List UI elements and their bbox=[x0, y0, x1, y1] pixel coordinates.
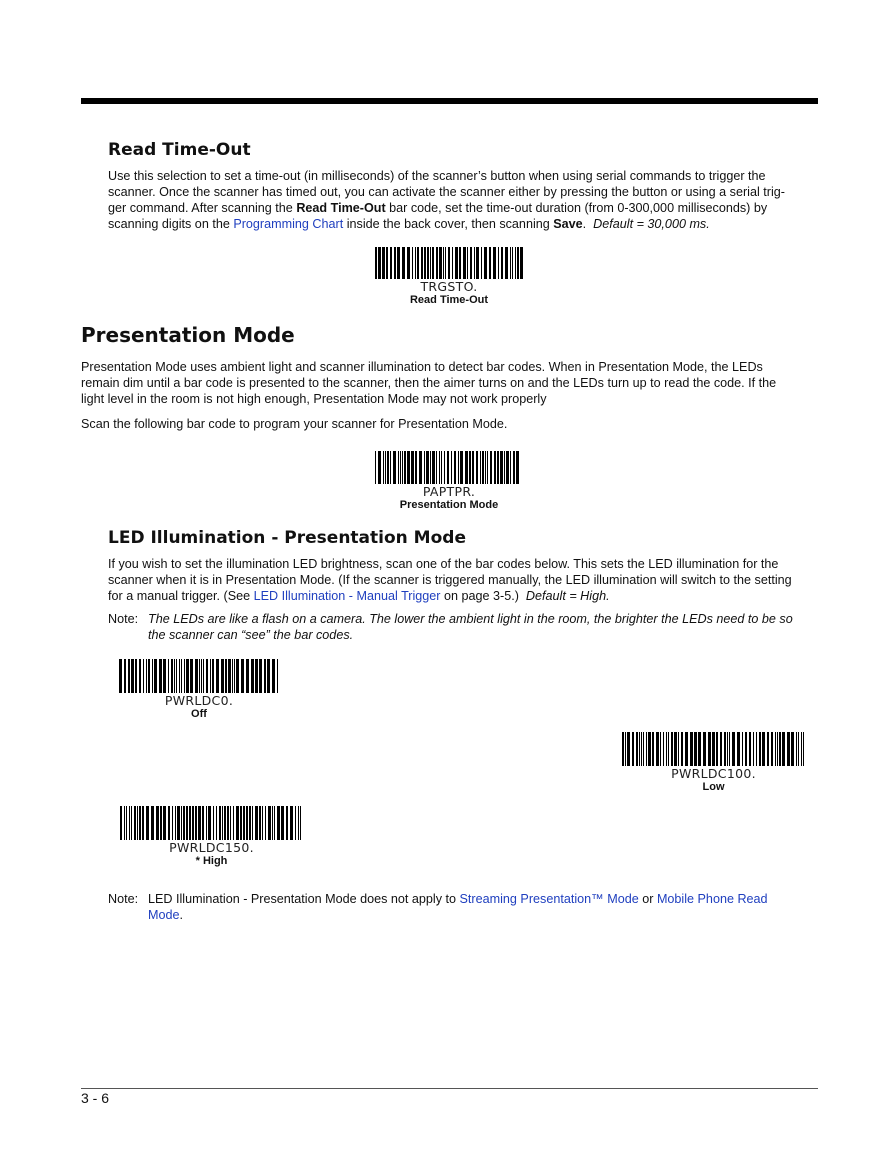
presentation-mode-paragraph bbox=[81, 359, 826, 407]
led-low-barcode[interactable] bbox=[611, 732, 816, 794]
barcode-bar bbox=[124, 806, 125, 840]
barcode-caption: * High bbox=[195, 855, 228, 867]
barcode-bar bbox=[139, 806, 141, 840]
mobile-phone-read-link[interactable]: Mobile Phone Read bbox=[656, 892, 768, 906]
note-text bbox=[148, 611, 793, 643]
barcode-bar bbox=[759, 732, 761, 766]
barcode-bar bbox=[641, 732, 642, 766]
barcode-bar bbox=[176, 659, 177, 693]
barcode-bar bbox=[397, 247, 400, 279]
barcode-bar bbox=[520, 247, 523, 279]
barcode-bar bbox=[501, 247, 503, 279]
barcode-bar bbox=[432, 247, 434, 279]
barcode-bar bbox=[181, 659, 182, 693]
mobile-phone-read-link-cont[interactable]: Mode bbox=[148, 908, 180, 922]
barcode-bar bbox=[424, 247, 426, 279]
barcode-bar bbox=[219, 806, 221, 840]
barcode-bar bbox=[171, 659, 173, 693]
barcode-bar bbox=[724, 732, 726, 766]
barcode-bar bbox=[222, 806, 223, 840]
barcode-bar bbox=[444, 451, 445, 484]
barcode-bar bbox=[467, 247, 468, 279]
barcode-bar bbox=[622, 732, 624, 766]
barcode-bar bbox=[516, 451, 519, 484]
barcode-bar bbox=[393, 451, 396, 484]
barcode-bar bbox=[663, 732, 664, 766]
barcode-bar bbox=[487, 451, 488, 484]
barcode-bar bbox=[181, 806, 182, 840]
barcode-bar bbox=[441, 451, 442, 484]
barcode-bar bbox=[432, 451, 435, 484]
barcode-graphic bbox=[120, 806, 304, 840]
barcode-bar bbox=[225, 659, 227, 693]
barcode-bar bbox=[430, 247, 431, 279]
barcode-bar bbox=[246, 806, 248, 840]
barcode-bar bbox=[128, 659, 130, 693]
led-high-barcode[interactable] bbox=[114, 806, 309, 868]
note-streaming bbox=[108, 891, 828, 925]
barcode-bar bbox=[177, 806, 180, 840]
barcode-bar bbox=[412, 247, 413, 279]
barcode-bar bbox=[300, 806, 301, 840]
barcode-bar bbox=[251, 659, 254, 693]
barcode-code: PAPTPR. bbox=[422, 484, 476, 499]
text-line: the scanner can “see” the bar codes. bbox=[148, 628, 354, 642]
barcode-bar bbox=[198, 806, 201, 840]
barcode-caption: Off bbox=[191, 708, 207, 720]
barcode-bar bbox=[458, 451, 459, 484]
barcode-bar bbox=[497, 451, 499, 484]
barcode-bar bbox=[515, 247, 516, 279]
barcode-bar bbox=[668, 732, 669, 766]
barcode-bar bbox=[160, 806, 162, 840]
barcode-bar bbox=[120, 806, 122, 840]
barcode-bar bbox=[264, 659, 266, 693]
barcode-bar bbox=[627, 732, 630, 766]
barcode-bar bbox=[172, 806, 173, 840]
barcode-bar bbox=[666, 732, 667, 766]
barcode-bar bbox=[426, 451, 429, 484]
barcode-bar bbox=[255, 659, 258, 693]
barcode-bar bbox=[513, 451, 515, 484]
barcode-bar bbox=[195, 659, 198, 693]
programming-chart-link[interactable]: Programming Chart bbox=[233, 217, 344, 231]
barcode-bar bbox=[485, 451, 486, 484]
barcode-bar bbox=[749, 732, 751, 766]
barcode-bar bbox=[378, 451, 381, 484]
barcode-bar bbox=[498, 247, 499, 279]
barcode-bar bbox=[767, 732, 769, 766]
barcode-bar bbox=[678, 732, 679, 766]
barcode-bar bbox=[272, 659, 275, 693]
note-label: Note: bbox=[108, 892, 139, 906]
barcode-bar bbox=[427, 247, 429, 279]
barcode-bar bbox=[259, 806, 261, 840]
barcode-bar bbox=[474, 247, 475, 279]
barcode-bar bbox=[201, 659, 202, 693]
barcode-bar bbox=[512, 247, 513, 279]
barcode-bar bbox=[407, 451, 410, 484]
barcode-bar bbox=[179, 659, 180, 693]
barcode-bar bbox=[386, 247, 388, 279]
barcode-code: PWRLDC0. bbox=[164, 693, 234, 708]
barcode-bar bbox=[712, 732, 715, 766]
barcode-bar bbox=[720, 732, 722, 766]
barcode-bar bbox=[490, 451, 492, 484]
barcode-bar bbox=[375, 451, 376, 484]
barcode-bar bbox=[505, 247, 508, 279]
barcode-bar bbox=[277, 806, 280, 840]
barcode-bar bbox=[212, 659, 214, 693]
barcode-bar bbox=[506, 451, 509, 484]
barcode-bar bbox=[206, 659, 208, 693]
barcode-bar bbox=[439, 247, 442, 279]
barcode-bar bbox=[451, 451, 452, 484]
barcode-bar bbox=[233, 806, 234, 840]
barcode-bar bbox=[175, 806, 176, 840]
barcode-bar bbox=[174, 659, 175, 693]
barcode-bar bbox=[753, 732, 754, 766]
barcode-bar bbox=[775, 732, 776, 766]
barcode-bar bbox=[227, 806, 229, 840]
barcode-bar bbox=[213, 806, 214, 840]
text-line: scanner. Once the scanner has timed out, you can activate the scanner either by pressing the button or using a serial trig- bbox=[108, 185, 785, 199]
barcode-bar bbox=[236, 659, 239, 693]
barcode-bar bbox=[771, 732, 773, 766]
barcode-bar bbox=[443, 247, 444, 279]
barcode-bar bbox=[404, 451, 406, 484]
barcode-bar bbox=[424, 451, 425, 484]
barcode-bar bbox=[230, 806, 231, 840]
text-line: Presentation Mode uses ambient light and scanner illumination to detect bar codes. When in Presentation Mode, the LEDs bbox=[81, 360, 763, 374]
text-line: LED Illumination - Presentation Mode does not apply to Streaming Presentation™ Mode or Mobile Phone Read bbox=[148, 892, 768, 906]
barcode-bar bbox=[221, 659, 224, 693]
barcode-bar bbox=[137, 806, 138, 840]
barcode-bar bbox=[249, 806, 251, 840]
barcode-bar bbox=[742, 732, 743, 766]
barcode-bar bbox=[745, 732, 747, 766]
barcode-bar bbox=[402, 247, 405, 279]
barcode-bar bbox=[476, 451, 478, 484]
barcode-bar bbox=[152, 659, 153, 693]
barcode-bar bbox=[156, 806, 159, 840]
barcode-graphic bbox=[375, 247, 523, 279]
barcode-bar bbox=[690, 732, 693, 766]
barcode-bar bbox=[234, 659, 235, 693]
barcode-bar bbox=[801, 732, 802, 766]
barcode-bar bbox=[646, 732, 647, 766]
barcode-bar bbox=[148, 659, 150, 693]
barcode-bar bbox=[203, 659, 204, 693]
barcode-bar bbox=[493, 247, 496, 279]
barcode-bar bbox=[252, 806, 253, 840]
barcode-bar bbox=[648, 732, 651, 766]
barcode-code: PWRLDC150. bbox=[169, 840, 254, 855]
barcode-bar bbox=[732, 732, 735, 766]
barcode-bar bbox=[447, 451, 449, 484]
barcode-bar bbox=[685, 732, 688, 766]
barcode-caption: Read Time-Out bbox=[409, 294, 489, 306]
barcode-bar bbox=[268, 806, 271, 840]
barcode-bar bbox=[716, 732, 718, 766]
barcode-bar bbox=[124, 659, 126, 693]
barcode-bar bbox=[517, 247, 519, 279]
barcode-bar bbox=[430, 451, 431, 484]
barcode-bar bbox=[186, 806, 188, 840]
barcode-bar bbox=[385, 451, 386, 484]
barcode-bar bbox=[390, 247, 392, 279]
barcode-bar bbox=[674, 732, 677, 766]
barcode-code: PWRLDC100. bbox=[671, 766, 756, 781]
barcode-bar bbox=[246, 659, 249, 693]
barcode-bar bbox=[803, 732, 804, 766]
text-line: remain dim until a bar code is presented to the scanner, then the aimer turns on and the LEDs turn up to read the code. If the bbox=[81, 376, 777, 390]
barcode-bar bbox=[139, 659, 141, 693]
barcode-bar bbox=[154, 659, 157, 693]
barcode-bar bbox=[472, 451, 474, 484]
barcode-bar bbox=[387, 451, 389, 484]
barcode-bar bbox=[484, 247, 487, 279]
barcode-bar bbox=[777, 732, 778, 766]
barcode-bar bbox=[415, 247, 416, 279]
barcode-bar bbox=[216, 806, 217, 840]
read-timeout-heading: Read Time-Out bbox=[108, 140, 251, 160]
text-line: If you wish to set the illumination LED brightness, scan one of the bar codes below. This sets the LED illumination for the bbox=[108, 557, 779, 571]
barcode-bar bbox=[390, 451, 391, 484]
barcode-bar bbox=[135, 659, 137, 693]
barcode-bar bbox=[729, 732, 730, 766]
barcode-bar bbox=[698, 732, 701, 766]
led-manual-trigger-link[interactable]: LED Illumination - Manual Trigger bbox=[253, 589, 441, 603]
barcode-bar bbox=[131, 659, 134, 693]
led-illumination-paragraph bbox=[108, 556, 828, 604]
barcode-bar bbox=[452, 247, 453, 279]
barcode-bar bbox=[295, 806, 296, 840]
barcode-bar bbox=[656, 732, 659, 766]
barcode-bar bbox=[500, 451, 503, 484]
barcode-bar bbox=[448, 247, 450, 279]
barcode-bar bbox=[382, 247, 385, 279]
barcode-bar bbox=[232, 659, 233, 693]
barcode-graphic bbox=[375, 451, 523, 484]
barcode-bar bbox=[417, 247, 419, 279]
barcode-bar bbox=[411, 451, 414, 484]
note-led-flash bbox=[108, 611, 828, 645]
barcode-bar bbox=[762, 732, 765, 766]
barcode-bar bbox=[277, 659, 278, 693]
barcode-bar bbox=[796, 732, 797, 766]
barcode-bar bbox=[259, 659, 262, 693]
barcode-bar bbox=[460, 451, 463, 484]
barcode-bar bbox=[151, 806, 154, 840]
barcode-bar bbox=[375, 247, 377, 279]
read-timeout-barcode[interactable] bbox=[349, 247, 549, 307]
barcode-bar bbox=[184, 659, 185, 693]
page-number: 3 - 6 bbox=[81, 1090, 110, 1106]
default-value: Default = 30,000 ms. bbox=[593, 217, 710, 231]
note-text bbox=[148, 891, 768, 923]
barcode-bar bbox=[671, 732, 673, 766]
barcode-caption: Low bbox=[702, 781, 725, 793]
barcode-bar bbox=[262, 806, 263, 840]
barcode-bar bbox=[708, 732, 711, 766]
barcode-caption: Presentation Mode bbox=[399, 499, 499, 511]
barcode-bar bbox=[119, 659, 122, 693]
barcode-bar bbox=[146, 659, 147, 693]
barcode-bar bbox=[190, 659, 193, 693]
text-line: for a manual trigger. (See LED Illumination - Manual Trigger on page 3-5.) Default = High. bbox=[108, 589, 610, 603]
barcode-bar bbox=[243, 806, 245, 840]
barcode-graphic bbox=[622, 732, 806, 766]
presentation-mode-heading: Presentation Mode bbox=[81, 323, 295, 347]
text-line: scanner when it is in Presentation Mode. (If the scanner is triggered manually, the LED illumination will switch to the setting bbox=[108, 573, 792, 587]
barcode-bar bbox=[660, 732, 661, 766]
barcode-bar bbox=[274, 806, 275, 840]
barcode-bar bbox=[272, 806, 273, 840]
barcode-bar bbox=[703, 732, 706, 766]
note-label: Note: bbox=[108, 612, 139, 626]
presentation-mode-barcode[interactable] bbox=[349, 451, 549, 512]
barcode-bar bbox=[681, 732, 683, 766]
barcode-bar bbox=[469, 451, 471, 484]
barcode-bar bbox=[643, 732, 644, 766]
barcode-bar bbox=[407, 247, 410, 279]
text-line: Mode. bbox=[148, 908, 184, 922]
barcode-bar bbox=[402, 451, 403, 484]
barcode-bar bbox=[142, 806, 144, 840]
barcode-bar bbox=[210, 659, 211, 693]
barcode-bar bbox=[494, 451, 496, 484]
barcode-bar bbox=[183, 806, 185, 840]
barcode-bar bbox=[398, 451, 399, 484]
barcode-bar bbox=[134, 806, 136, 840]
barcode-bar bbox=[394, 247, 396, 279]
barcode-bar bbox=[126, 806, 127, 840]
barcode-bar bbox=[267, 659, 270, 693]
barcode-bar bbox=[290, 806, 293, 840]
barcode-bar bbox=[727, 732, 728, 766]
text-line: Use this selection to set a time-out (in milliseconds) of the scanner’s button when using serial commands to trigger the bbox=[108, 169, 766, 183]
barcode-bar bbox=[791, 732, 794, 766]
barcode-bar bbox=[636, 732, 638, 766]
barcode-bar bbox=[163, 659, 166, 693]
barcode-bar bbox=[206, 806, 207, 840]
barcode-graphic bbox=[119, 659, 279, 693]
barcode-bar bbox=[782, 732, 785, 766]
barcode-bar bbox=[419, 451, 422, 484]
text-line: The LEDs are like a flash on a camera. The lower the ambient light in the room, the brighter the LEDs need to be so bbox=[148, 612, 793, 626]
barcode-bar bbox=[216, 659, 219, 693]
barcode-bar bbox=[476, 247, 479, 279]
barcode-bar bbox=[454, 451, 456, 484]
barcode-bar bbox=[756, 732, 757, 766]
streaming-presentation-link[interactable]: Streaming Presentation™ Mode bbox=[459, 892, 639, 906]
barcode-bar bbox=[415, 451, 417, 484]
barcode-bar bbox=[224, 806, 226, 840]
barcode-bar bbox=[168, 659, 169, 693]
barcode-bar bbox=[652, 732, 654, 766]
barcode-bar bbox=[625, 732, 626, 766]
barcode-bar bbox=[159, 659, 162, 693]
barcode-bar bbox=[236, 806, 239, 840]
barcode-bar bbox=[436, 451, 437, 484]
default-value: Default = High. bbox=[525, 589, 610, 603]
barcode-bar bbox=[189, 806, 191, 840]
barcode-bar bbox=[482, 451, 484, 484]
barcode-bar bbox=[400, 451, 401, 484]
barcode-bar bbox=[455, 247, 458, 279]
barcode-bar bbox=[510, 451, 511, 484]
barcode-bar bbox=[240, 806, 242, 840]
led-off-barcode[interactable] bbox=[114, 659, 284, 721]
barcode-bar bbox=[143, 659, 144, 693]
barcode-bar bbox=[504, 451, 505, 484]
barcode-bar bbox=[798, 732, 799, 766]
barcode-bar bbox=[255, 806, 258, 840]
barcode-bar bbox=[489, 247, 491, 279]
barcode-bar bbox=[779, 732, 781, 766]
barcode-bar bbox=[445, 247, 446, 279]
barcode-bar bbox=[459, 247, 461, 279]
barcode-bar bbox=[168, 806, 170, 840]
barcode-bar bbox=[228, 659, 231, 693]
barcode-bar bbox=[186, 659, 189, 693]
led-illumination-heading: LED Illumination - Presentation Mode bbox=[108, 528, 466, 548]
barcode-bar bbox=[510, 247, 511, 279]
barcode-bar bbox=[378, 247, 381, 279]
read-timeout-paragraph bbox=[108, 168, 828, 232]
barcode-bar bbox=[421, 247, 423, 279]
bottom-rule bbox=[81, 1088, 818, 1089]
barcode-bar bbox=[439, 451, 440, 484]
barcode-bar bbox=[241, 659, 244, 693]
barcode-bar bbox=[281, 806, 284, 840]
barcode-bar bbox=[199, 659, 200, 693]
barcode-bar bbox=[737, 732, 740, 766]
barcode-bar bbox=[131, 806, 132, 840]
text-line: ger command. After scanning the Read Time-Out bar code, set the time-out duration (from 0-300,000 milliseconds) by bbox=[108, 201, 768, 215]
barcode-bar bbox=[383, 451, 384, 484]
barcode-bar bbox=[436, 247, 438, 279]
barcode-bar bbox=[639, 732, 640, 766]
barcode-bar bbox=[265, 806, 266, 840]
barcode-bar bbox=[787, 732, 790, 766]
barcode-bar bbox=[163, 806, 166, 840]
barcode-bar bbox=[146, 806, 149, 840]
barcode-bar bbox=[129, 806, 130, 840]
barcode-bar bbox=[694, 732, 697, 766]
barcode-bar bbox=[480, 451, 481, 484]
barcode-bar bbox=[470, 247, 472, 279]
barcode-bar bbox=[463, 247, 466, 279]
barcode-bar bbox=[465, 451, 468, 484]
barcode-bar bbox=[286, 806, 288, 840]
barcode-code: TRGSTO. bbox=[420, 279, 478, 294]
presentation-mode-instruction: Scan the following bar code to program your scanner for Presentation Mode. bbox=[81, 417, 508, 431]
text-line: scanning digits on the Programming Chart inside the back cover, then scanning Save. Default = 30,000 ms. bbox=[108, 217, 710, 231]
barcode-bar bbox=[192, 806, 194, 840]
barcode-bar bbox=[298, 806, 299, 840]
barcode-bar bbox=[195, 806, 197, 840]
barcode-bar bbox=[481, 247, 482, 279]
text-line: light level in the room is not high enough, Presentation Mode may not work properly bbox=[81, 392, 547, 406]
barcode-bar bbox=[632, 732, 634, 766]
barcode-bar bbox=[208, 806, 211, 840]
barcode-bar bbox=[202, 806, 204, 840]
top-rule bbox=[81, 98, 818, 104]
